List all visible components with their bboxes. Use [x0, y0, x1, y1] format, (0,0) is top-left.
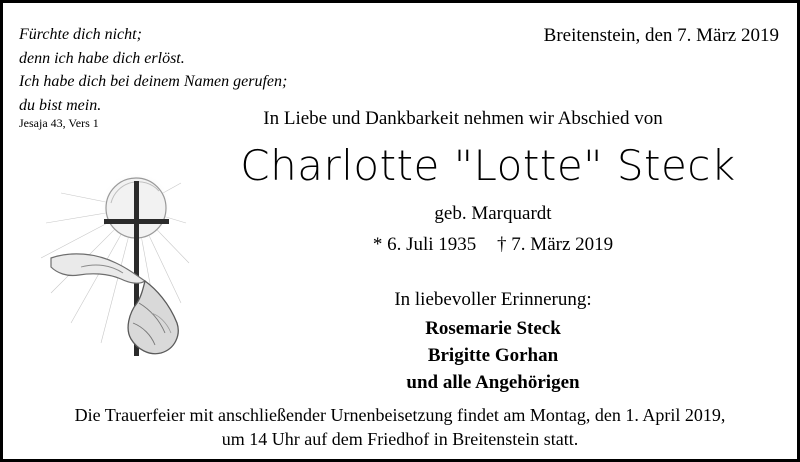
bible-verse [19, 23, 287, 117]
place-date: Breitenstein, den 7. März 2019 [543, 25, 779, 46]
cross-with-hands-icon [41, 163, 191, 368]
funeral-info [13, 403, 787, 451]
death-date: † 7. März 2019 [497, 234, 614, 255]
maiden-name: geb. Marquardt [434, 203, 552, 224]
verse-line: Fürchte dich nicht; [19, 26, 142, 43]
deceased-name: Charlotte "Lotte" Steck [240, 141, 736, 190]
memory-line: In liebevoller Erinnerung: [394, 289, 592, 310]
mourners-list [293, 315, 693, 396]
verse-line: denn ich habe dich erlöst. [19, 49, 185, 67]
funeral-line: Die Trauerfeier mit anschließender Urnenbeisetzung findet am Montag, den 1. April 2019, [74, 405, 726, 425]
verse-line: du bist mein. [19, 96, 102, 114]
mourner: und alle Angehörigen [406, 372, 580, 393]
mourner: Brigitte Gorhan [427, 345, 559, 366]
life-dates [293, 234, 693, 256]
funeral-line: um 14 Uhr auf dem Friedhof in Breitenstein statt. [221, 429, 579, 449]
birth-date: * 6. Juli 1935 [372, 234, 477, 255]
verse-source: Jesaja 43, Vers 1 [19, 116, 99, 130]
intro-line: In Liebe und Dankbarkeit nehmen wir Abschied von [263, 108, 663, 129]
mourner: Rosemarie Steck [425, 318, 561, 339]
cross-with-hands-illustration [41, 163, 191, 363]
verse-line: Ich habe dich bei deinem Namen gerufen; [19, 73, 288, 90]
